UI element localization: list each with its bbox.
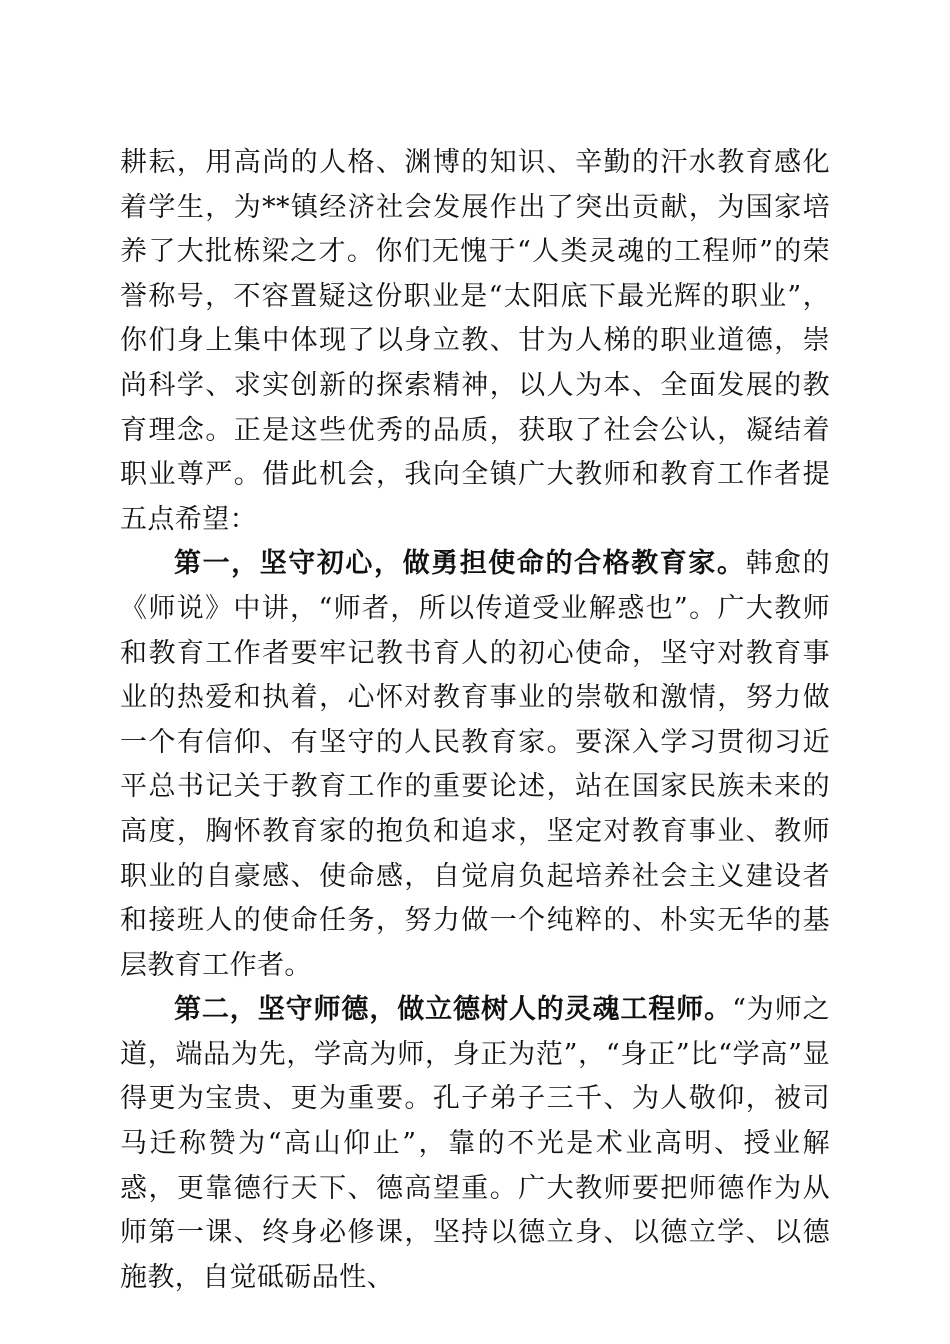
- paragraph-second-hope: [120, 988, 830, 1300]
- paragraph-text: “为师之道，端品为先，学高为师，身正为范”，“身正”比“学高”显得更为宝贵、更为重要。孔子弟子三千、为人敬仰，被司马迁称赞为“高山仰止”，靠的不光是术业高明、授业解惑，更靠德行天下、德高望重。广大教师要把师德作为从师第一课、终身必修课，坚持以德立身、以德立学、以德施教，自觉砥砺品性、: [120, 994, 831, 1293]
- document-body: [120, 141, 830, 1300]
- paragraph-heading: 第一，坚守初心，做勇担使命的合格教育家。: [174, 548, 746, 580]
- paragraph-text: 耕耘，用高尚的人格、渊博的知识、辛勤的汗水教育感化着学生，为**镇经济社会发展作出了突出贡献，为国家培养了大批栋梁之才。你们无愧于“人类灵魂的工程师”的荣誉称号，不容置疑这份职业是“太阳底下最光辉的职业”，你们身上集中体现了以身立教、甘为人梯的职业道德，崇尚科学、求实创新的探索精神，以人为本、全面发展的教育理念。正是这些优秀的品质，获取了社会公认，凝结着职业尊严。借此机会，我向全镇广大教师和教育工作者提五点希望：: [120, 147, 830, 535]
- paragraph-first-hope: [120, 542, 830, 988]
- paragraph-continuation: [120, 141, 830, 542]
- paragraph-heading: 第二，坚守师德，做立德树人的灵魂工程师。: [174, 994, 733, 1026]
- paragraph-text: 韩愈的《师说》中讲，“师者，所以传道受业解惑也”。广大教师和教育工作者要牢记教书育人的初心使命，坚守对教育事业的热爱和执着，心怀对教育事业的崇敬和激情，努力做一个有信仰、有坚守的人民教育家。要深入学习贯彻习近平总书记关于教育工作的重要论述，站在国家民族未来的高度，胸怀教育家的抱负和追求，坚定对教育事业、教师职业的自豪感、使命感，自觉肩负起培养社会主义建设者和接班人的使命任务，努力做一个纯粹的、朴实无华的基层教育工作者。: [120, 548, 830, 981]
